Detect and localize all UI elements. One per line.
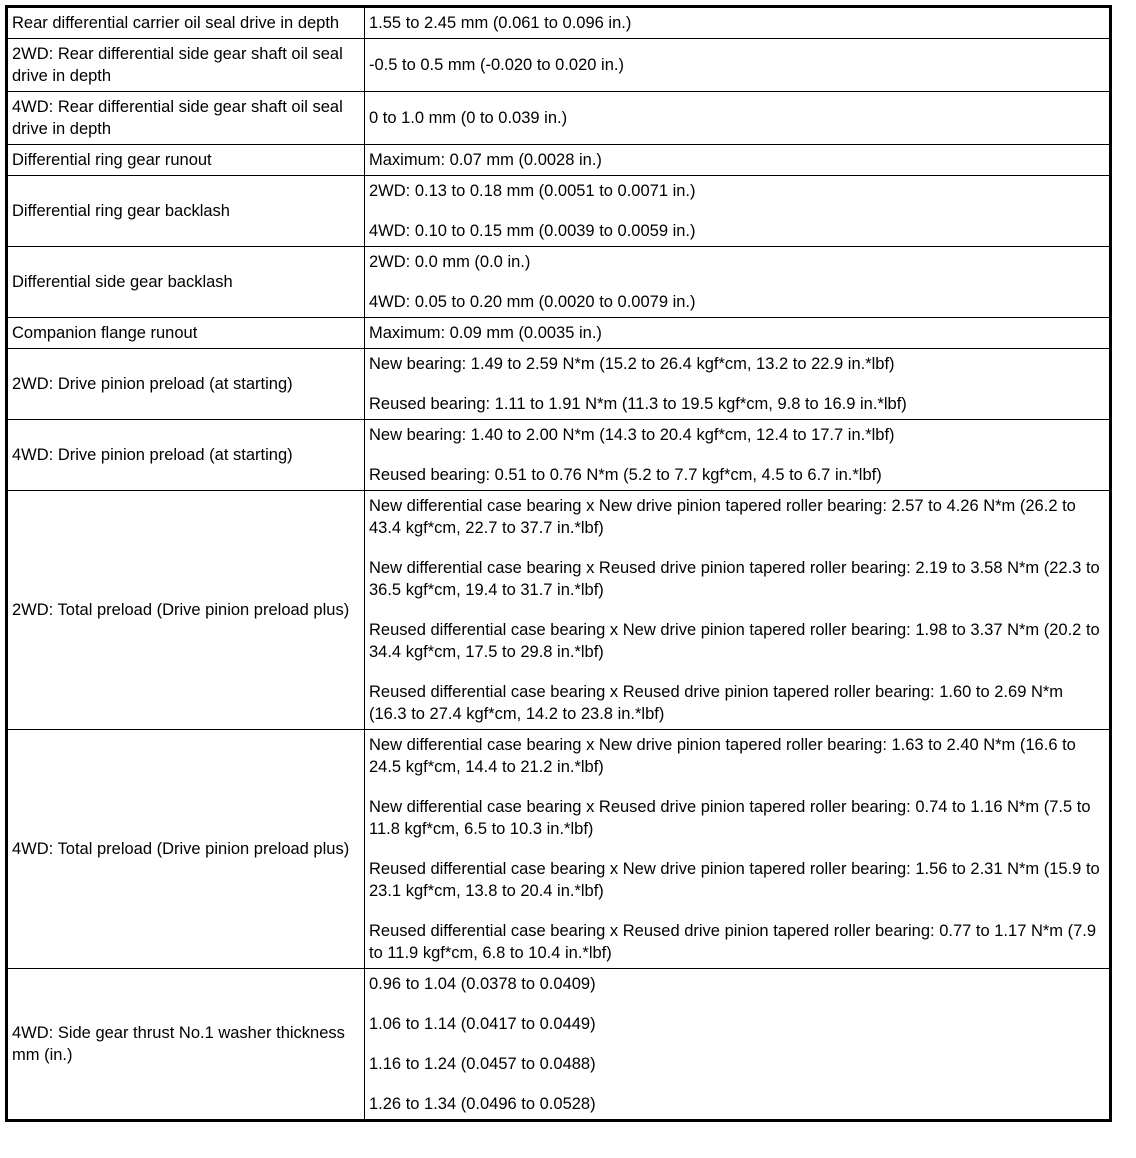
spec-value: New bearing: 1.49 to 2.59 N*m (15.2 to 26.4 kgf*cm, 13.2 to 22.9 in.*lbf) — [369, 355, 895, 373]
spec-value: Reused differential case bearing x New drive pinion tapered roller bearing: 1.56 to 2.31 N*m (15.9 to 23.1 kgf*cm, 13.8 to 20.4 in.*lbf) — [369, 860, 1100, 900]
spec-value: Reused differential case bearing x Reused drive pinion tapered roller bearing: 1.60 to 2.69 N*m (16.3 to 27.4 kgf*cm, 14.2 to 23.8 in.*lbf) — [369, 683, 1064, 723]
spec-value: New differential case bearing x New drive pinion tapered roller bearing: 1.63 to 2.40 N*m (16.6 to 24.5 kgf*cm, 14.4 to 21.2 in.*lbf) — [369, 736, 1076, 776]
spec-value: 2WD: 0.13 to 0.18 mm (0.0051 to 0.0071 in.) — [369, 182, 696, 200]
spec-value-cell — [365, 730, 1110, 969]
table-row — [8, 8, 1110, 39]
spec-item-label: Companion flange runout — [8, 318, 365, 349]
table-row — [8, 176, 1110, 247]
spec-item-label: 4WD: Total preload (Drive pinion preload plus) — [8, 730, 365, 969]
spec-value-cell — [365, 420, 1110, 491]
specification-table — [7, 7, 1110, 1120]
spec-item-label: Rear differential carrier oil seal drive in depth — [8, 8, 365, 39]
spec-item-label: 2WD: Total preload (Drive pinion preload plus) — [8, 491, 365, 730]
spec-value: 2WD: 0.0 mm (0.0 in.) — [369, 253, 531, 271]
spec-item-label: 2WD: Drive pinion preload (at starting) — [8, 349, 365, 420]
spec-item-label: Differential side gear backlash — [8, 247, 365, 318]
spec-value-cell — [365, 39, 1110, 92]
spec-value: 1.26 to 1.34 (0.0496 to 0.0528) — [369, 1095, 596, 1113]
spec-value-cell — [365, 92, 1110, 145]
table-row — [8, 730, 1110, 969]
spec-value-cell — [365, 491, 1110, 730]
spec-item-label: Differential ring gear backlash — [8, 176, 365, 247]
spec-value: Maximum: 0.09 mm (0.0035 in.) — [369, 324, 602, 342]
table-row — [8, 39, 1110, 92]
table-row — [8, 969, 1110, 1120]
spec-value: 4WD: 0.10 to 0.15 mm (0.0039 to 0.0059 in.) — [369, 222, 696, 240]
spec-value: Reused bearing: 1.11 to 1.91 N*m (11.3 to 19.5 kgf*cm, 9.8 to 16.9 in.*lbf) — [369, 395, 907, 413]
spec-value-cell — [365, 8, 1110, 39]
spec-item-label: 2WD: Rear differential side gear shaft oil seal drive in depth — [8, 39, 365, 92]
table-row — [8, 349, 1110, 420]
spec-item-label: 4WD: Rear differential side gear shaft oil seal drive in depth — [8, 92, 365, 145]
table-row — [8, 145, 1110, 176]
spec-value: Reused differential case bearing x Reused drive pinion tapered roller bearing: 0.77 to 1.17 N*m (7.9 to 11.9 kgf*cm, 6.8 to 10.4 in.*lbf) — [369, 922, 1097, 962]
spec-value: 1.16 to 1.24 (0.0457 to 0.0488) — [369, 1055, 596, 1073]
table-row — [8, 92, 1110, 145]
spec-value-cell — [365, 176, 1110, 247]
spec-value: 1.55 to 2.45 mm (0.061 to 0.096 in.) — [369, 14, 632, 32]
spec-value: 0 to 1.0 mm (0 to 0.039 in.) — [369, 109, 568, 127]
spec-value: New differential case bearing x New drive pinion tapered roller bearing: 2.57 to 4.26 N*m (26.2 to 43.4 kgf*cm, 22.7 to 37.7 in.*lbf) — [369, 497, 1076, 537]
spec-table-body — [8, 8, 1110, 1120]
spec-value: Reused bearing: 0.51 to 0.76 N*m (5.2 to 7.7 kgf*cm, 4.5 to 6.7 in.*lbf) — [369, 466, 882, 484]
spec-value: New bearing: 1.40 to 2.00 N*m (14.3 to 20.4 kgf*cm, 12.4 to 17.7 in.*lbf) — [369, 426, 895, 444]
table-row — [8, 318, 1110, 349]
spec-value: New differential case bearing x Reused drive pinion tapered roller bearing: 2.19 to 3.58 N*m (22.3 to 36.5 kgf*cm, 19.4 to 31.7 in.*lbf) — [369, 559, 1100, 599]
table-row — [8, 491, 1110, 730]
spec-value: New differential case bearing x Reused drive pinion tapered roller bearing: 0.74 to 1.16 N*m (7.5 to 11.8 kgf*cm, 6.5 to 10.3 in.*lbf) — [369, 798, 1091, 838]
spec-table-frame — [5, 5, 1112, 1122]
spec-value: 4WD: 0.05 to 0.20 mm (0.0020 to 0.0079 in.) — [369, 293, 696, 311]
spec-value: -0.5 to 0.5 mm (-0.020 to 0.020 in.) — [369, 56, 624, 74]
spec-value: 0.96 to 1.04 (0.0378 to 0.0409) — [369, 975, 596, 993]
spec-item-label: 4WD: Drive pinion preload (at starting) — [8, 420, 365, 491]
spec-value: 1.06 to 1.14 (0.0417 to 0.0449) — [369, 1015, 596, 1033]
spec-value-cell — [365, 318, 1110, 349]
spec-item-label: Differential ring gear runout — [8, 145, 365, 176]
spec-value: Reused differential case bearing x New drive pinion tapered roller bearing: 1.98 to 3.37 N*m (20.2 to 34.4 kgf*cm, 17.5 to 29.8 in.*lbf) — [369, 621, 1100, 661]
spec-item-label: 4WD: Side gear thrust No.1 washer thickness mm (in.) — [8, 969, 365, 1120]
spec-value: Maximum: 0.07 mm (0.0028 in.) — [369, 151, 602, 169]
spec-value-cell — [365, 969, 1110, 1120]
spec-value-cell — [365, 145, 1110, 176]
spec-value-cell — [365, 349, 1110, 420]
table-row — [8, 420, 1110, 491]
table-row — [8, 247, 1110, 318]
spec-value-cell — [365, 247, 1110, 318]
